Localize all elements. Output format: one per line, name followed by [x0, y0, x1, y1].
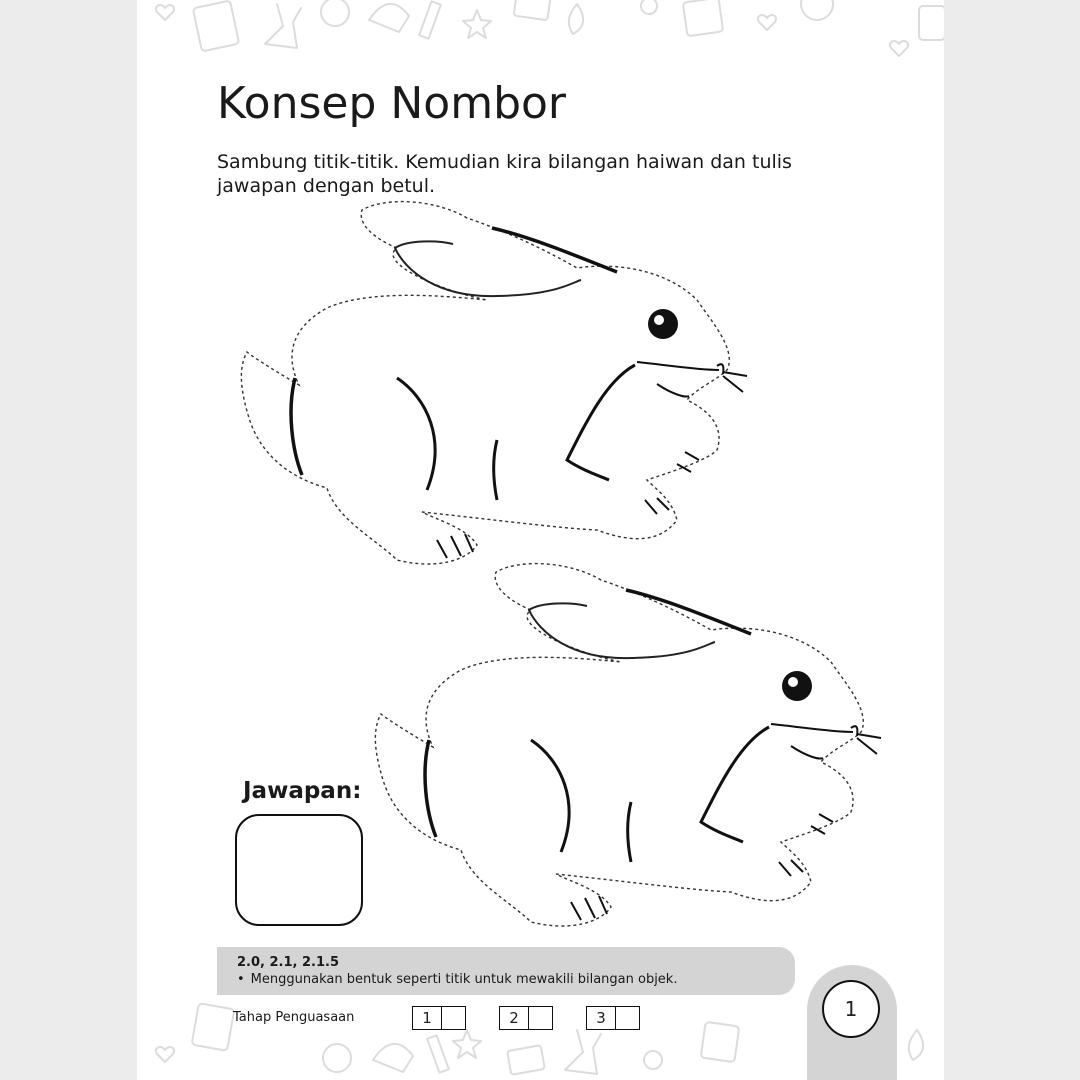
skill-description-text: Menggunakan bentuk seperti titik untuk mewakili bilangan objek. [250, 972, 678, 987]
rabbit-figure-bottom [375, 564, 881, 926]
mastery-level-1-checkbox[interactable] [412, 1006, 466, 1030]
skill-standard-bar [217, 947, 795, 995]
worksheet-page [137, 0, 944, 1080]
answer-label: Jawapan: [243, 778, 362, 804]
skill-description [237, 972, 677, 987]
rabbit-figure-top [241, 202, 747, 564]
mastery-level-2-checkbox[interactable] [499, 1006, 553, 1030]
mastery-level-1-number: 1 [413, 1007, 442, 1029]
answer-input-box[interactable] [235, 814, 363, 926]
mastery-label: Tahap Penguasaan [233, 1010, 355, 1025]
mastery-level-3-number: 3 [587, 1007, 616, 1029]
page-title: Konsep Nombor [217, 78, 567, 129]
mastery-level-2-number: 2 [500, 1007, 529, 1029]
skill-code: 2.0, 2.1, 2.1.5 [237, 955, 340, 970]
mastery-level-3-checkbox[interactable] [586, 1006, 640, 1030]
bullet-icon: • [237, 972, 245, 987]
page-number: 1 [822, 980, 880, 1038]
instruction-text: Sambung titik-titik. Kemudian kira bilangan haiwan dan tulis jawapan dengan betul. [217, 151, 792, 197]
